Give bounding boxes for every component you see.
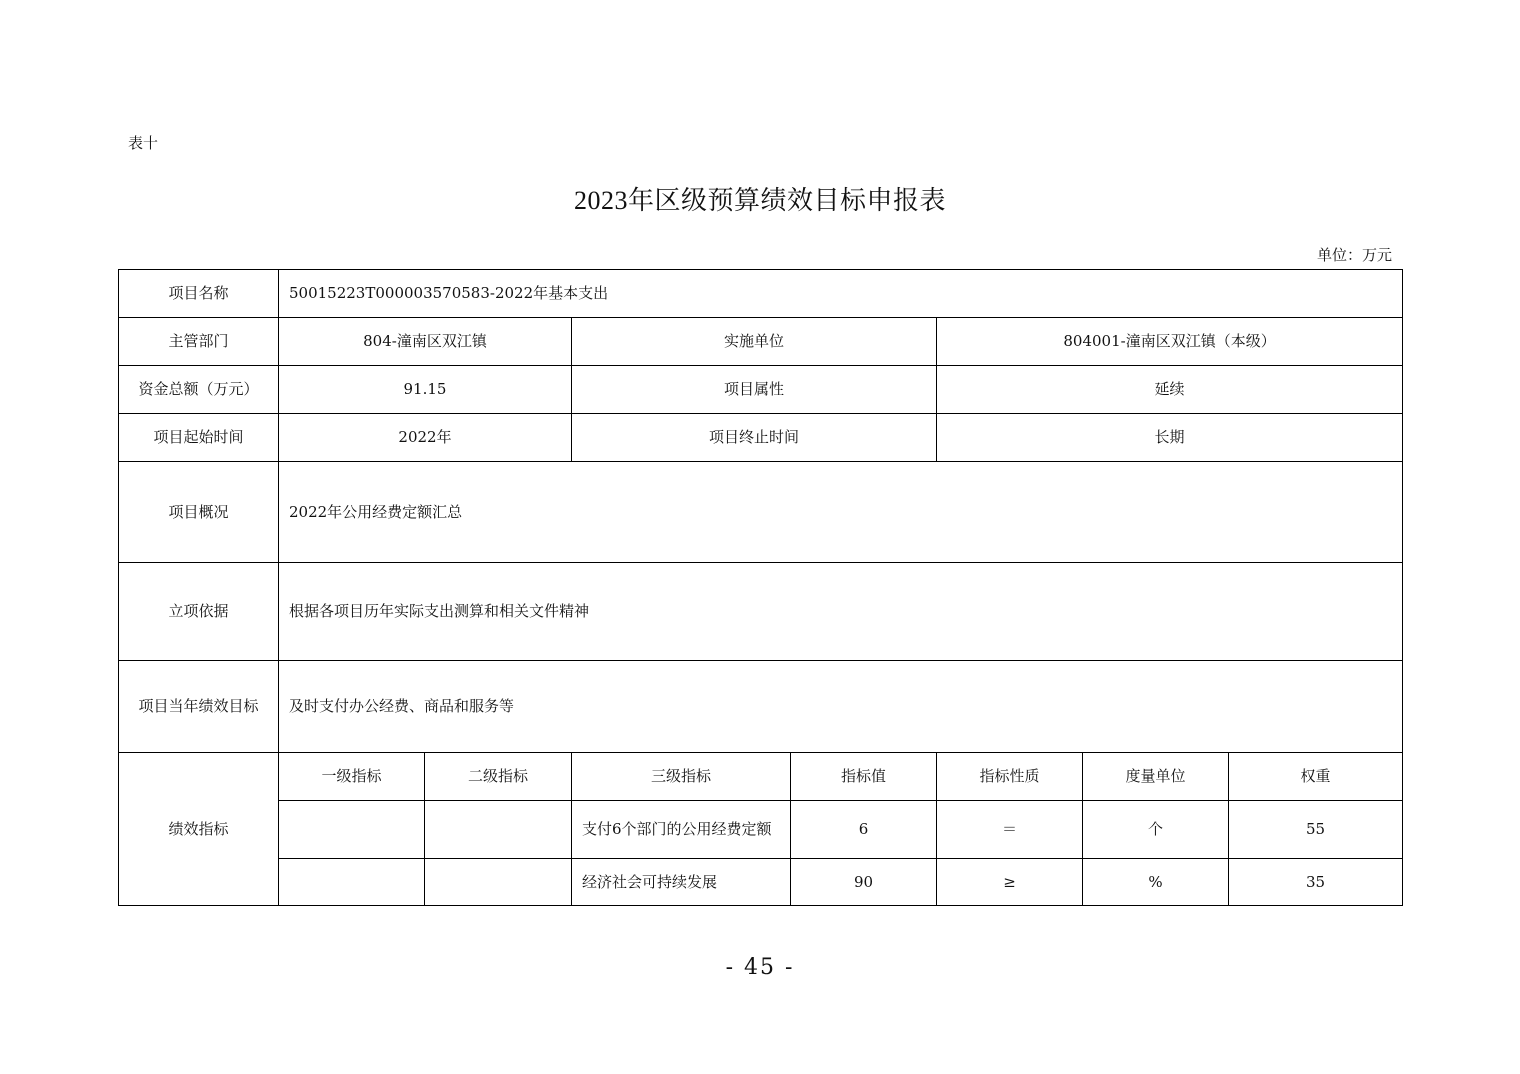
- header-level2: 二级指标: [425, 753, 572, 801]
- project-attribute-value: 延续: [937, 366, 1403, 414]
- indicator-weight: 35: [1229, 859, 1403, 906]
- row-overview: [119, 462, 1403, 563]
- basis-label: 立项依据: [119, 563, 279, 661]
- implementing-unit-value: 804001-潼南区双江镇（本级）: [937, 318, 1403, 366]
- indicators-section-label: 绩效指标: [119, 753, 279, 906]
- indicator-row: [119, 859, 1403, 906]
- project-name-value: 50015223T000003570583-2022年基本支出: [279, 270, 1403, 318]
- basis-value: 根据各项目历年实际支出测算和相关文件精神: [279, 563, 1403, 661]
- indicator-weight: 55: [1229, 801, 1403, 859]
- goal-value: 及时支付办公经费、商品和服务等: [279, 661, 1403, 753]
- header-level1: 一级指标: [279, 753, 425, 801]
- row-goal: [119, 661, 1403, 753]
- header-unit: 度量单位: [1083, 753, 1229, 801]
- header-nature: 指标性质: [937, 753, 1083, 801]
- indicator-row: [119, 801, 1403, 859]
- project-name-label: 项目名称: [119, 270, 279, 318]
- document-title: 2023年区级预算绩效目标申报表: [573, 186, 946, 215]
- page-number: - 45 -: [725, 955, 795, 980]
- indicator-unit: 个: [1083, 801, 1229, 859]
- unit-note: 单位：万元: [1316, 246, 1392, 264]
- implementing-unit-label: 实施单位: [572, 318, 937, 366]
- header-value: 指标值: [791, 753, 937, 801]
- indicator-level1: [279, 801, 425, 859]
- total-funds-label: 资金总额（万元）: [119, 366, 279, 414]
- project-attribute-label: 项目属性: [572, 366, 937, 414]
- row-funds: [119, 366, 1403, 414]
- indicator-level3: 支付6个部门的公用经费定额: [572, 801, 791, 859]
- goal-label: 项目当年绩效目标: [119, 661, 279, 753]
- start-time-value: 2022年: [279, 414, 572, 462]
- department-value: 804-潼南区双江镇: [279, 318, 572, 366]
- budget-performance-table: [118, 269, 1403, 906]
- indicator-level3: 经济社会可持续发展: [572, 859, 791, 906]
- indicator-value: 6: [791, 801, 937, 859]
- table-label: 表十: [128, 134, 159, 152]
- department-label: 主管部门: [119, 318, 279, 366]
- row-project-name: [119, 270, 1403, 318]
- indicator-unit: %: [1083, 859, 1229, 906]
- header-weight: 权重: [1229, 753, 1403, 801]
- indicator-header-row: [119, 753, 1403, 801]
- row-period: [119, 414, 1403, 462]
- row-basis: [119, 563, 1403, 661]
- indicator-level2: [425, 801, 572, 859]
- end-time-value: 长期: [937, 414, 1403, 462]
- indicator-nature: ≥: [937, 859, 1083, 906]
- header-level3: 三级指标: [572, 753, 791, 801]
- end-time-label: 项目终止时间: [572, 414, 937, 462]
- overview-value: 2022年公用经费定额汇总: [279, 462, 1403, 563]
- overview-label: 项目概况: [119, 462, 279, 563]
- row-department: [119, 318, 1403, 366]
- indicator-level2: [425, 859, 572, 906]
- total-funds-value: 91.15: [279, 366, 572, 414]
- indicator-nature: ＝: [937, 801, 1083, 859]
- indicator-level1: [279, 859, 425, 906]
- start-time-label: 项目起始时间: [119, 414, 279, 462]
- indicator-value: 90: [791, 859, 937, 906]
